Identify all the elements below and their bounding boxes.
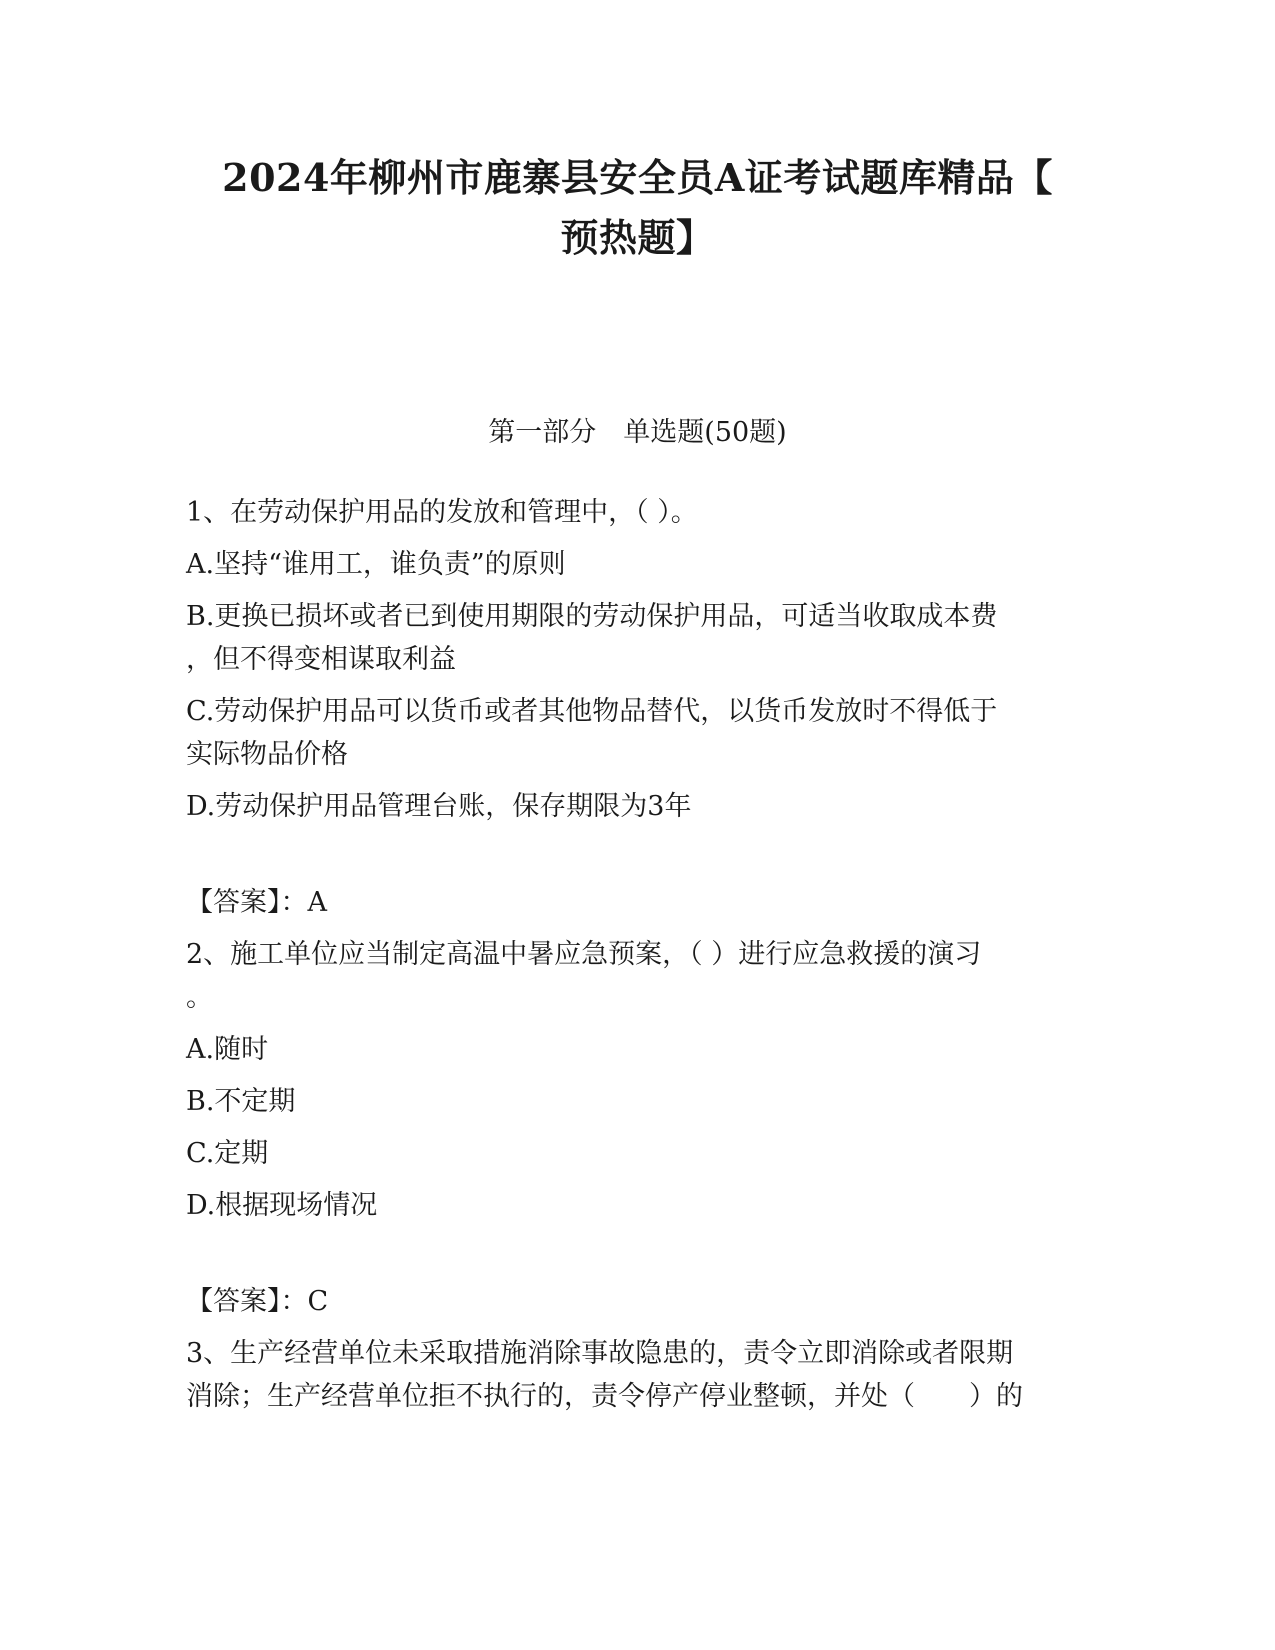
- question-2-stem-cont: 。: [186, 982, 213, 1013]
- question-1-option-a: A.坚持“谁用工，谁负责”的原则: [186, 549, 566, 580]
- question-2-option-a: A.随时: [186, 1034, 269, 1065]
- question-1-option-d: D.劳动保护用品管理台账，保存期限为3年: [186, 791, 692, 822]
- question-1-option-b-cont: ，但不得变相谋取利益: [186, 644, 456, 675]
- question-2-answer: 【答案】：C: [186, 1286, 329, 1317]
- document-title: [150, 148, 1125, 268]
- question-2-option-c: C.定期: [186, 1138, 269, 1169]
- question-1-option-b: B.更换已损坏或者已到使用期限的劳动保护用品，可适当收取成本费: [186, 601, 998, 632]
- title-line-2: 预热题】: [560, 215, 715, 260]
- question-3-stem-cont: 消除；生产经营单位拒不执行的，责令停产停业整顿，并处（ ）的: [186, 1381, 1023, 1412]
- question-2-stem: 2、施工单位应当制定高温中暑应急预案，（ ）进行应急救援的演习: [186, 939, 982, 970]
- question-1-answer: 【答案】：A: [186, 887, 327, 918]
- question-1-option-c-cont: 实际物品价格: [186, 739, 348, 770]
- question-2-option-d: D.根据现场情况: [186, 1190, 378, 1221]
- question-2-option-b: B.不定期: [186, 1086, 296, 1117]
- question-1-stem: 1、在劳动保护用品的发放和管理中，（ ）。: [186, 497, 698, 528]
- question-3-stem: 3、生产经营单位未采取措施消除事故隐患的，责令立即消除或者限期: [186, 1338, 1014, 1369]
- title-line-1: 2024年柳州市鹿寨县安全员A证考试题库精品【: [222, 155, 1053, 200]
- section-heading: 第一部分 单选题(50题): [488, 417, 787, 448]
- question-1-option-c: C.劳动保护用品可以货币或者其他物品替代，以货币发放时不得低于: [186, 696, 998, 727]
